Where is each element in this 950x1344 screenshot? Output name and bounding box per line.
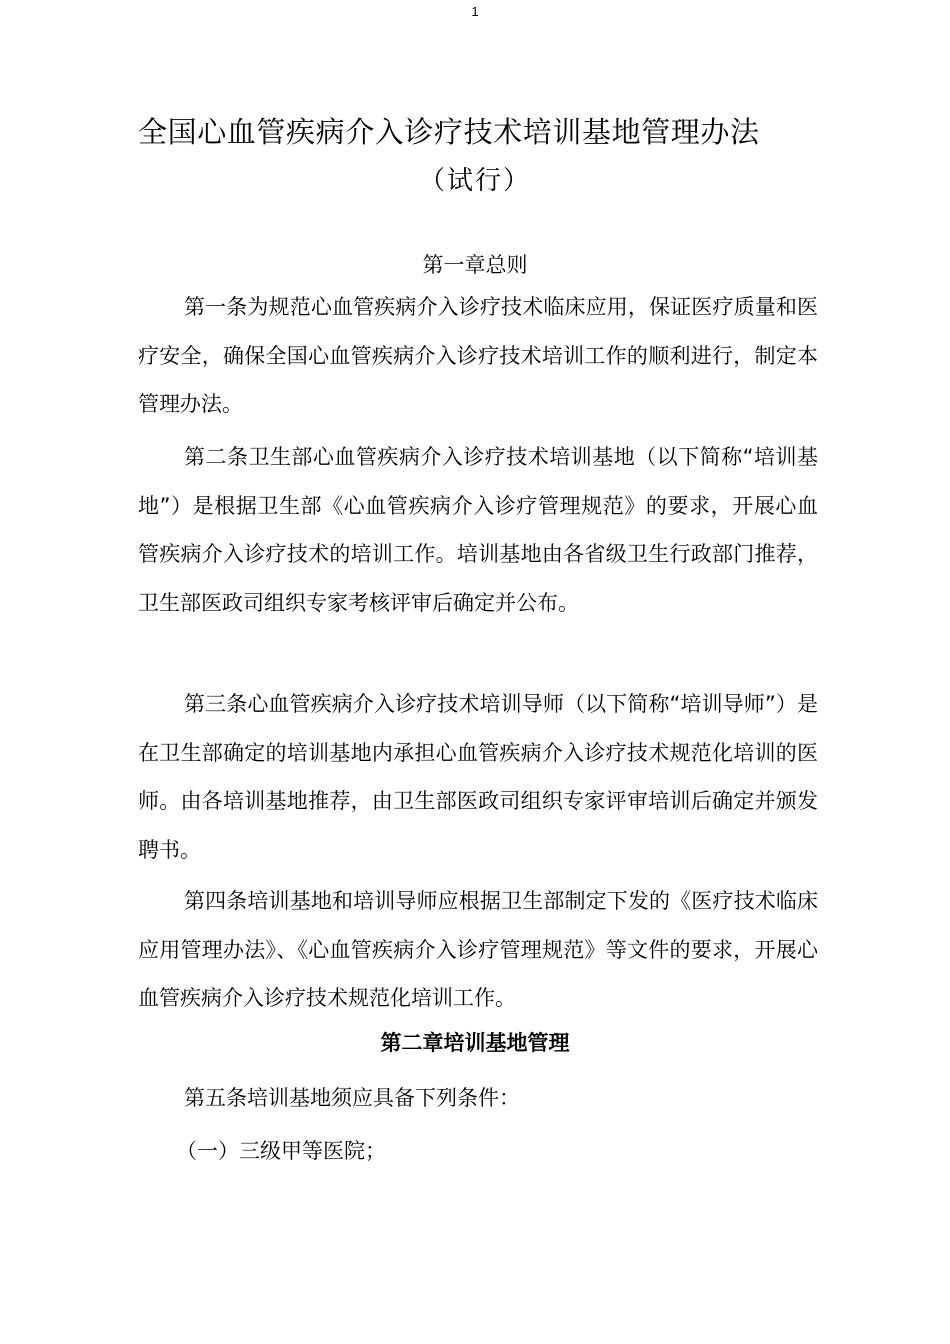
document-subtitle: （试行） [418, 166, 531, 196]
chapter-2-heading: 第二章培训基地管理 [380, 1031, 570, 1055]
chapter-1-heading: 第一章总则 [422, 253, 528, 277]
article-3-paragraph: 第三条心血管疾病介入诊疗技术培训导师（以下简称“培训导师”）是在卫生部确定的培训基地内承担心血管疾病介入诊疗技术规范化培训的医师。由各培训基地推荐，由卫生部医政司组织专家评审培训后确定并颁发聘书。 [138, 692, 818, 862]
condition-item-1: （一）三级甲等医院； [176, 1139, 386, 1163]
page-number: 1 [471, 4, 479, 19]
article-4-paragraph: 第四条培训基地和培训导师应根据卫生部制定下发的《医疗技术临床应用管理办法》、《心血管疾病介入诊疗管理规范》等文件的要求，开展心血管疾病介入诊疗技术规范化培训工作。 [138, 889, 818, 1010]
article-5-paragraph: 第五条培训基地须应具备下列条件： [184, 1086, 520, 1110]
article-1-paragraph: 第一条为规范心血管疾病介入诊疗技术临床应用，保证医疗质量和医疗安全，确保全国心血管疾病介入诊疗技术培训工作的顺利进行，制定本管理办法。 [138, 295, 818, 416]
article-2-paragraph: 第二条卫生部心血管疾病介入诊疗技术培训基地（以下简称“培训基地”）是根据卫生部《心血管疾病介入诊疗管理规范》的要求，开展心血管疾病介入诊疗技术的培训工作。培训基地由各省级卫生行政部门推荐，卫生部医政司组织专家考核评审后确定并公布。 [138, 445, 818, 615]
document-title: 全国心血管疾病介入诊疗技术培训基地管理办法 [138, 115, 760, 149]
